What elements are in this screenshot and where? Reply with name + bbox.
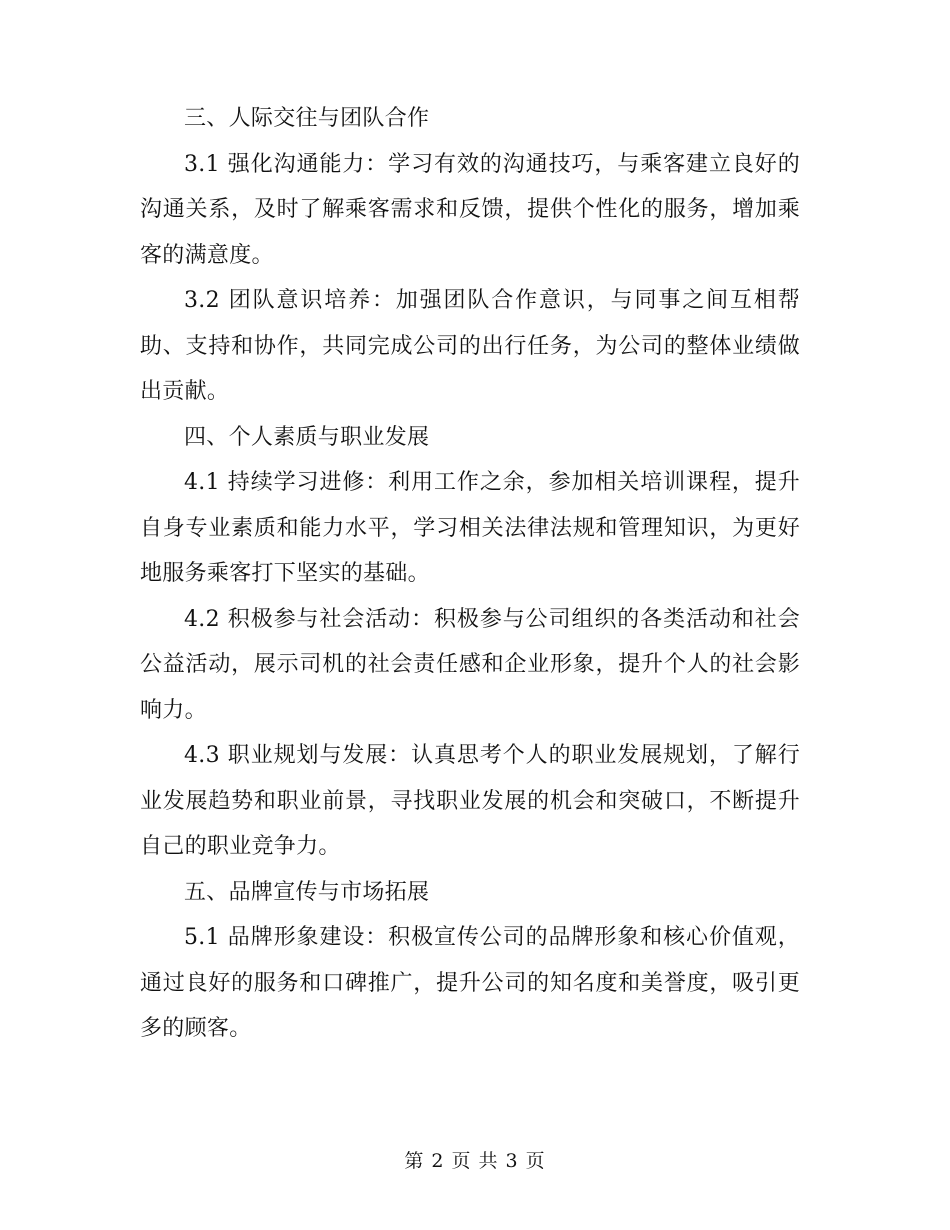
paragraph-3-2: 3.2 团队意识培养：加强团队合作意识，与同事之间互相帮助、支持和协作，共同完成公司的出行任务，为公司的整体业绩做出贡献。 bbox=[140, 288, 800, 404]
document-body bbox=[140, 96, 800, 1052]
section-heading-3: 三、人际交往与团队合作 bbox=[184, 106, 430, 131]
section-heading-4: 四、个人素质与职业发展 bbox=[184, 424, 430, 450]
page-number-footer: 第 2 页 共 3 页 bbox=[404, 1150, 546, 1172]
paragraph-4-1: 4.1 持续学习进修：利用工作之余，参加相关培训课程，提升自身专业素质和能力水平，学习相关法律法规和管理知识，为更好地服务乘客打下坚实的基础。 bbox=[140, 470, 800, 586]
paragraph-3-1: 3.1 强化沟通能力：学习有效的沟通技巧，与乘客建立良好的沟通关系，及时了解乘客需求和反馈，提供个性化的服务，增加乘客的满意度。 bbox=[140, 151, 800, 268]
paragraph-5-1: 5.1 品牌形象建设：积极宣传公司的品牌形象和核心价值观，通过良好的服务和口碑推广，提升公司的知名度和美誉度，吸引更多的顾客。 bbox=[140, 925, 800, 1041]
paragraph-4-2: 4.2 积极参与社会活动：积极参与公司组织的各类活动和社会公益活动，展示司机的社会责任感和企业形象，提升个人的社会影响力。 bbox=[140, 606, 800, 723]
paragraph-4-3: 4.3 职业规划与发展：认真思考个人的职业发展规划，了解行业发展趋势和职业前景，寻找职业发展的机会和突破口，不断提升自己的职业竞争力。 bbox=[140, 743, 800, 859]
section-heading-5: 五、品牌宣传与市场拓展 bbox=[184, 879, 430, 905]
